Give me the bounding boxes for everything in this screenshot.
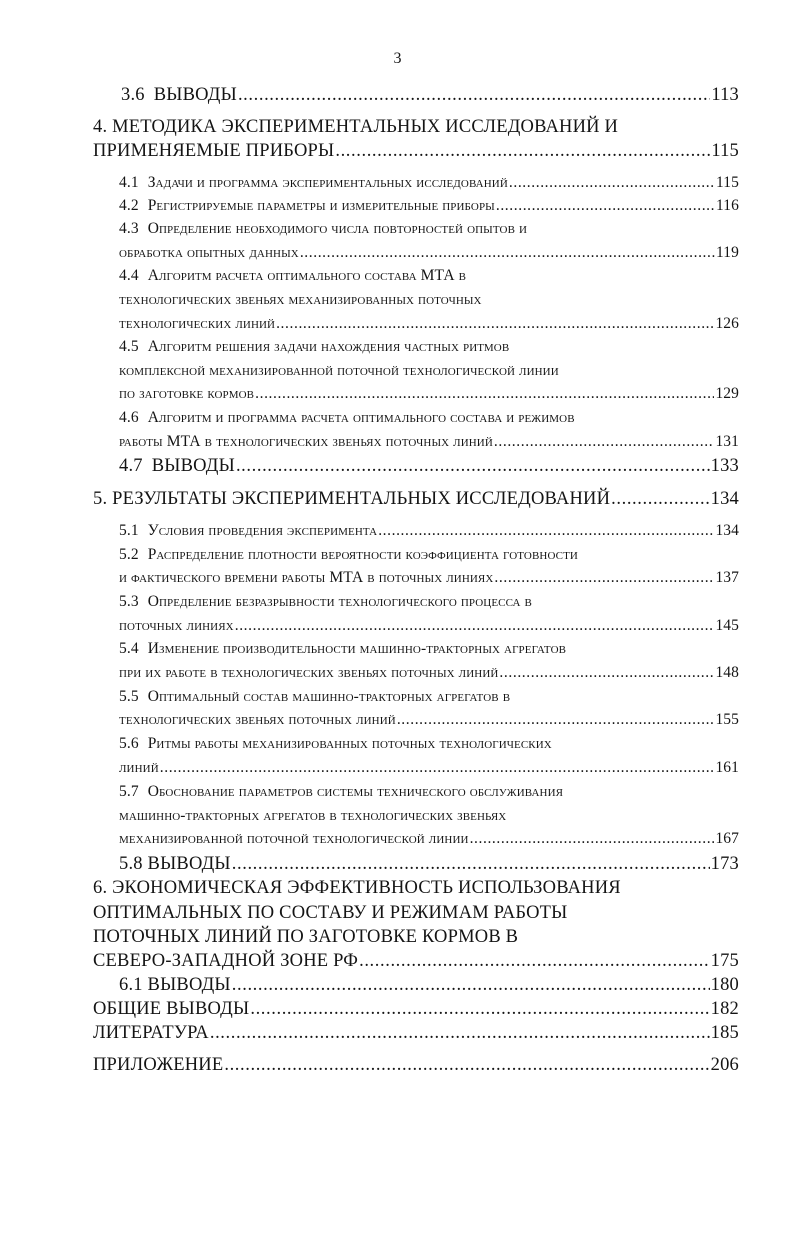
dot-leader: [397, 712, 715, 728]
dot-leader: [378, 523, 714, 539]
section-number: 5.3: [119, 593, 139, 610]
toc-entry-4-4-line2: технологических звеньях механизированных поточных: [119, 291, 482, 308]
entry-title: Распределение плотности вероятности коэффициента готовности: [147, 546, 578, 563]
entry-title: Условия проведения эксперимента: [147, 522, 378, 539]
page-ref: 119: [716, 244, 739, 261]
dot-leader: [250, 1000, 709, 1019]
page-ref: 126: [715, 315, 739, 332]
toc-entry-5-6: [119, 760, 739, 776]
toc-entry-4-6: [119, 434, 739, 450]
dot-leader: [359, 952, 710, 971]
toc-entry-4-3: [119, 245, 739, 261]
toc-entry-4-4: [119, 316, 739, 332]
toc-entry-4-6-line1: [119, 410, 575, 426]
dot-leader: [335, 142, 710, 161]
toc-entry-3-6: [121, 86, 739, 105]
entry-title: Ритмы работы механизированных поточных технологических: [147, 735, 552, 752]
entry-title: ВЫВОДЫ: [153, 85, 237, 105]
entry-title-cont: поточных линиях: [119, 617, 234, 634]
page-ref: 137: [715, 569, 739, 586]
page-ref: 145: [715, 617, 739, 634]
dot-leader: [224, 1056, 709, 1075]
entry-title: 6.1 ВЫВОДЫ: [119, 975, 231, 995]
section-number: 5.7: [119, 783, 139, 800]
page-ref: 134: [710, 489, 739, 509]
dot-leader: [232, 855, 710, 874]
page-ref: 133: [710, 456, 739, 476]
section-number: 5.2: [119, 546, 139, 563]
page-ref: 148: [715, 664, 739, 681]
entry-title-cont: обработка опытных данных: [119, 244, 299, 261]
page-ref: 129: [715, 385, 739, 402]
page-number: 3: [393, 50, 402, 67]
entry-title: Определение безразрывности технологического процесса в: [147, 593, 532, 610]
entry-title: Алгоритм расчета оптимального состава МТА в: [147, 267, 467, 284]
toc-entry-4-1: [119, 175, 739, 191]
entry-title-cont: по заготовке кормов: [119, 385, 255, 402]
dot-leader: [499, 665, 714, 681]
dot-leader: [494, 570, 714, 586]
toc-entry-chapter-6: [93, 952, 739, 971]
page-ref: 155: [715, 711, 739, 728]
entry-title: ОБЩИЕ ВЫВОДЫ: [93, 999, 250, 1019]
section-number: 4.1: [119, 174, 139, 191]
page-ref: 134: [715, 522, 739, 539]
toc-entry-5-2: [119, 570, 739, 586]
section-number: 5.4: [119, 640, 139, 657]
entry-title-cont: линий: [119, 759, 159, 776]
toc-entry-4-5-line1: [119, 339, 509, 355]
entry-title: Обоснование параметров системы технического обслуживания: [147, 783, 564, 800]
entry-title-cont: механизированной поточной технологической линии: [119, 830, 469, 847]
page-ref: 173: [710, 854, 739, 874]
entry-title: ПРИМЕНЯЕМЫЕ ПРИБОРЫ: [93, 141, 335, 161]
page-ref: 175: [710, 951, 739, 971]
dot-leader: [235, 618, 715, 634]
section-number: 3.6: [121, 85, 145, 105]
page-ref: 115: [716, 174, 739, 191]
section-number: 4.6: [119, 409, 139, 426]
toc-entry-chapter-4: [93, 142, 739, 161]
page-ref: 167: [715, 830, 739, 847]
dot-leader: [236, 457, 710, 476]
toc-entry-5-8: [119, 855, 739, 874]
entry-title: ЛИТЕРАТУРА: [93, 1023, 209, 1043]
toc-entry-5-6-line1: [119, 736, 552, 752]
entry-title-cont: работы МТА в технологических звеньях поточных линий: [119, 433, 493, 450]
toc-entry-appendix: [93, 1056, 739, 1075]
toc-entry-6-1: [119, 976, 739, 995]
page-ref: 116: [716, 197, 739, 214]
entry-title: Алгоритм и программа расчета оптимального состава и режимов: [147, 409, 575, 426]
toc-entry-5-3-line1: [119, 594, 532, 610]
section-number: 4.3: [119, 220, 139, 237]
dot-leader: [232, 976, 710, 995]
toc-entry-4-2: [119, 198, 739, 214]
entry-title-cont: при их работе в технологических звеньях поточных линий: [119, 664, 499, 681]
entry-title-cont: технологических звеньях поточных линий: [119, 711, 396, 728]
toc-entry-5-5: [119, 712, 739, 728]
dot-leader: [496, 198, 715, 214]
toc-entry-5-7: [119, 831, 739, 847]
toc-entry-5-3: [119, 618, 739, 634]
toc-entry-5-5-line1: [119, 689, 510, 705]
entry-title-cont: технологических линий: [119, 315, 276, 332]
dot-leader: [470, 831, 715, 847]
entry-title: Задачи и программа экспериментальных исследований: [147, 174, 508, 191]
dot-leader: [611, 490, 709, 509]
entry-title-cont: СЕВЕРО-ЗАПАДНОЙ ЗОНЕ РФ: [93, 951, 359, 971]
entry-title: Оптимальный состав машинно-тракторных агрегатов в: [147, 688, 511, 705]
entry-title: Регистрируемые параметры и измерительные приборы: [147, 197, 495, 214]
dot-leader: [160, 760, 715, 776]
dot-leader: [210, 1024, 710, 1043]
entry-title: 5.8 ВЫВОДЫ: [119, 854, 231, 874]
toc-entry-5-7-line1: [119, 784, 563, 800]
entry-title: Определение необходимого числа повторностей опытов и: [147, 220, 528, 237]
page-ref: 182: [710, 999, 739, 1019]
page-ref: 161: [715, 759, 739, 776]
section-number: 4.2: [119, 197, 139, 214]
section-number: 4.5: [119, 338, 139, 355]
entry-title: 5. РЕЗУЛЬТАТЫ ЭКСПЕРИМЕНТАЛЬНЫХ ИССЛЕДОВАНИЙ: [93, 489, 611, 509]
dot-leader: [494, 434, 715, 450]
entry-title: Алгоритм решения задачи нахождения частных ритмов: [147, 338, 510, 355]
entry-title: ВЫВОДЫ: [151, 456, 235, 476]
toc-entry-4-4-line1: [119, 268, 466, 284]
section-number: 4.4: [119, 267, 139, 284]
chapter-6-title-line3: ПОТОЧНЫХ ЛИНИЙ ПО ЗАГОТОВКЕ КОРМОВ В: [93, 927, 519, 947]
chapter-6-title-line1: 6. ЭКОНОМИЧЕСКАЯ ЭФФЕКТИВНОСТЬ ИСПОЛЬЗОВАНИЯ: [93, 878, 621, 898]
chapter-4-title-line1: 4. МЕТОДИКА ЭКСПЕРИМЕНТАЛЬНЫХ ИССЛЕДОВАНИЙ И: [93, 117, 619, 137]
toc-entry-5-7-line2: машинно-тракторных агрегатов в технологических звеньях: [119, 807, 507, 824]
chapter-6-title-line2: ОПТИМАЛЬНЫХ ПО СОСТАВУ И РЕЖИМАМ РАБОТЫ: [93, 903, 568, 923]
toc-entry-4-5: [119, 386, 739, 402]
toc-entry-5-1: [119, 523, 739, 539]
toc-entry-5-4-line1: [119, 641, 566, 657]
entry-title: ПРИЛОЖЕНИЕ: [93, 1055, 224, 1075]
entry-title: Изменение производительности машинно-тракторных агрегатов: [147, 640, 567, 657]
dot-leader: [276, 316, 714, 332]
dot-leader: [300, 245, 715, 261]
section-number: 5.5: [119, 688, 139, 705]
section-number: 4.7: [119, 456, 143, 476]
toc-entry-literature: [93, 1024, 739, 1043]
page-ref: 113: [711, 85, 739, 105]
page-ref: 131: [715, 433, 739, 450]
toc-entry-4-7: [119, 457, 739, 476]
dot-leader: [509, 175, 715, 191]
dot-leader: [238, 86, 710, 105]
entry-title-cont: и фактического времени работы МТА в поточных линиях: [119, 569, 494, 586]
toc-entry-4-5-line2: комплексной механизированной поточной технологической линии: [119, 362, 559, 379]
page-ref: 185: [710, 1023, 739, 1043]
section-number: 5.6: [119, 735, 139, 752]
page-ref: 206: [710, 1055, 739, 1075]
page-ref: 180: [710, 975, 739, 995]
toc-entry-5-2-line1: [119, 547, 578, 563]
page-ref: 115: [711, 141, 739, 161]
toc-entry-5-4: [119, 665, 739, 681]
toc-entry-4-3-line1: [119, 221, 527, 237]
toc-entry-general-conclusions: [93, 1000, 739, 1019]
section-number: 5.1: [119, 522, 139, 539]
toc-entry-chapter-5: [93, 490, 739, 509]
dot-leader: [255, 386, 714, 402]
